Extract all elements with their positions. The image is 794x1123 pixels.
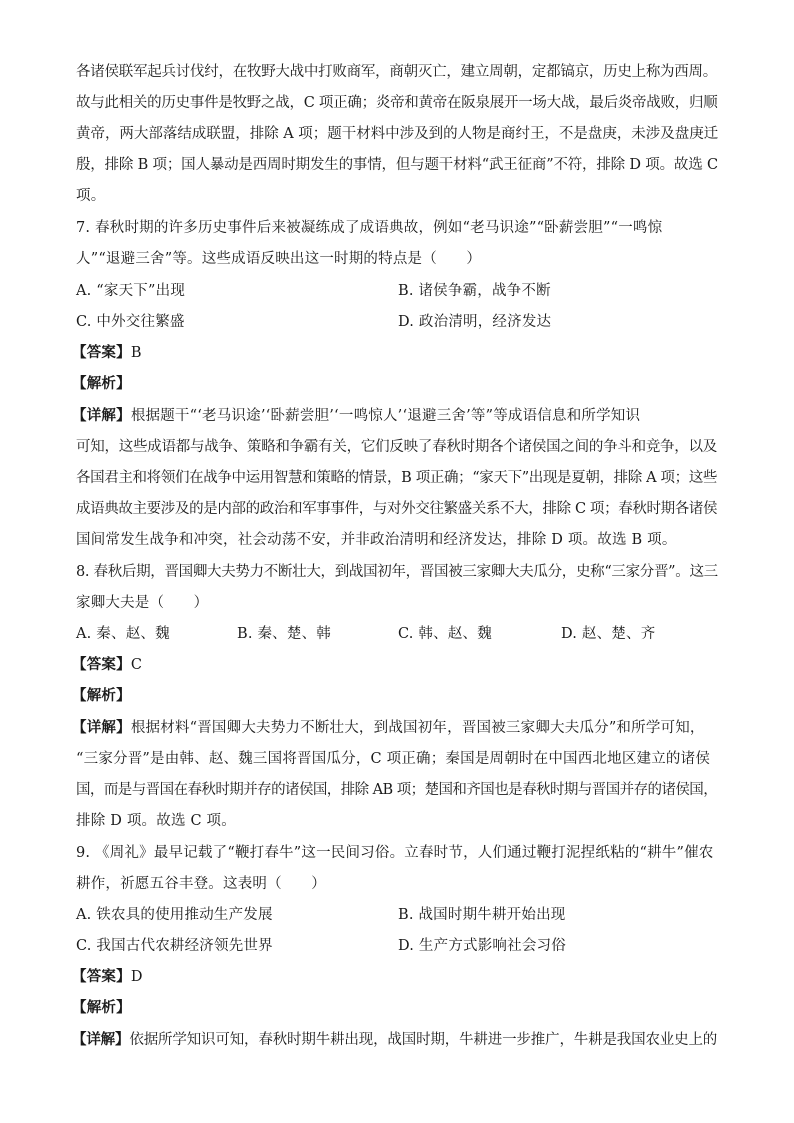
question-7-stem: 人”“退避三舍”等。这些成语反映出这一时期的特点是（ ）: [76, 251, 482, 267]
q7-detail-line: 各国君主和将领们在战争中运用智慧和策略的情景，B 项正确；“家天下”出现是夏朝，排除 A 项；这些: [76, 470, 718, 486]
q8-detail-line: “三家分晋”是由韩、赵、魏三国将晋国瓜分，C 项正确；秦国是周朝时在中国西北地区建立的诸侯: [76, 751, 711, 767]
q7-option-a: A. “家天下”出现: [76, 283, 186, 299]
detail-tag: 【详解】: [72, 408, 131, 424]
q9-option-c: C. 我国古代农耕经济领先世界: [76, 938, 273, 954]
q7-option-b: B. 诸侯争霸，战争不断: [398, 283, 551, 299]
detail-tag: 【详解】: [72, 720, 131, 736]
q7-option-d: D. 政治清明，经济发达: [398, 314, 552, 330]
question-8-stem: 8. 春秋后期，晋国卿大夫势力不断壮大，到战国初年，晋国被三家卿大夫瓜分，史称“三家分晋”。这三: [76, 564, 718, 580]
q8-detail-line: 【详解】根据材料“晋国卿大夫势力不断壮大，到战国初年，晋国被三家卿大夫瓜分”和所学可知，: [72, 720, 705, 736]
q7-detail-line: 成语典故主要涉及的是内部的政治和军事事件，与对外交往繁盛关系不大，排除 C 项；春秋时期各诸侯: [76, 501, 718, 517]
paragraph-line: 殷，排除 B 项；国人暴动是西周时期发生的事情，但与题干材料“武王征商”不符，排除 D 项。故选 C: [76, 157, 718, 173]
answer-tag: 【答案】: [72, 657, 131, 673]
q8-option-d: D. 赵、楚、齐: [561, 626, 656, 642]
question-8-stem: 家卿大夫是（ ）: [76, 595, 209, 611]
q9-analysis-tag: 【解析】: [72, 1000, 131, 1016]
paragraph-line: 各诸侯联军起兵讨伐纣，在牧野大战中打败商军，商朝灭亡，建立周朝，定都镐京，历史上称为西周。: [76, 64, 718, 80]
q7-detail-line: 可知，这些成语都与战争、策略和争霸有关，它们反映了春秋时期各个诸侯国之间的争斗和竞争，以及: [76, 439, 718, 455]
q8-option-a: A. 秦、赵、魏: [76, 626, 170, 642]
answer-tag: 【答案】: [72, 969, 131, 985]
q9-detail-line: 【详解】依据所学知识可知，春秋时期牛耕出现，战国时期，牛耕进一步推广，牛耕是我国农业史上的: [72, 1032, 718, 1048]
answer-value: B: [130, 345, 142, 361]
q9-option-b: B. 战国时期牛耕开始出现: [398, 907, 566, 923]
q7-answer: [72, 343, 142, 363]
q8-option-c: C. 韩、赵、魏: [398, 626, 492, 642]
q7-option-c: C. 中外交往繁盛: [76, 314, 185, 330]
question-7-stem: 7. 春秋时期的许多历史事件后来被凝练成了成语典故，例如“老马识途”“卧薪尝胆”“一鸣惊: [76, 220, 663, 236]
q7-detail-line: 国间常发生战争和冲突，社会动荡不安，并非政治清明和经济发达，排除 D 项。故选 B 项。: [76, 532, 677, 548]
q8-option-b: B. 秦、楚、韩: [237, 626, 331, 642]
answer-tag: 【答案】: [72, 345, 131, 361]
q9-option-d: D. 生产方式影响社会习俗: [398, 938, 566, 954]
paragraph-line: 故与此相关的历史事件是牧野之战，C 项正确；炎帝和黄帝在阪泉展开一场大战，最后炎帝战败，归顺: [76, 95, 718, 111]
paragraph-line: 黄帝，两大部落结成联盟，排除 A 项；题干材料中涉及到的人物是商纣王，不是盘庚，未涉及盘庚迁: [76, 126, 719, 142]
q7-analysis-tag: 【解析】: [72, 376, 131, 392]
q9-option-a: A. 铁农具的使用推动生产发展: [76, 907, 273, 923]
detail-tag: 【详解】: [72, 1032, 130, 1048]
question-9-stem: 9. 《周礼》最早记载了“鞭打春牛”这一民间习俗。立春时节，人们通过鞭打泥捏纸粘的“耕牛”催农: [76, 845, 714, 861]
q8-detail-line: 国，而是与晋国在春秋时期并存的诸侯国，排除 AB 项；楚国和齐国也是春秋时期与晋国并存的诸侯国，: [76, 782, 718, 798]
answer-value: D: [130, 969, 143, 985]
q7-detail-line: 【详解】根据题干“‘老马识途’‘卧薪尝胆’‘一鸣惊人’‘退避三舍’等”等成语信息和所学知识: [72, 408, 641, 424]
q8-detail-line: 排除 D 项。故选 C 项。: [76, 813, 236, 829]
question-9-stem: 耕作，祈愿五谷丰登。这表明（ ）: [76, 876, 326, 892]
answer-value: C: [130, 657, 143, 673]
paragraph-line: 项。: [76, 188, 106, 204]
q8-analysis-tag: 【解析】: [72, 688, 131, 704]
q8-answer: [72, 655, 142, 675]
q9-answer: [72, 967, 143, 987]
